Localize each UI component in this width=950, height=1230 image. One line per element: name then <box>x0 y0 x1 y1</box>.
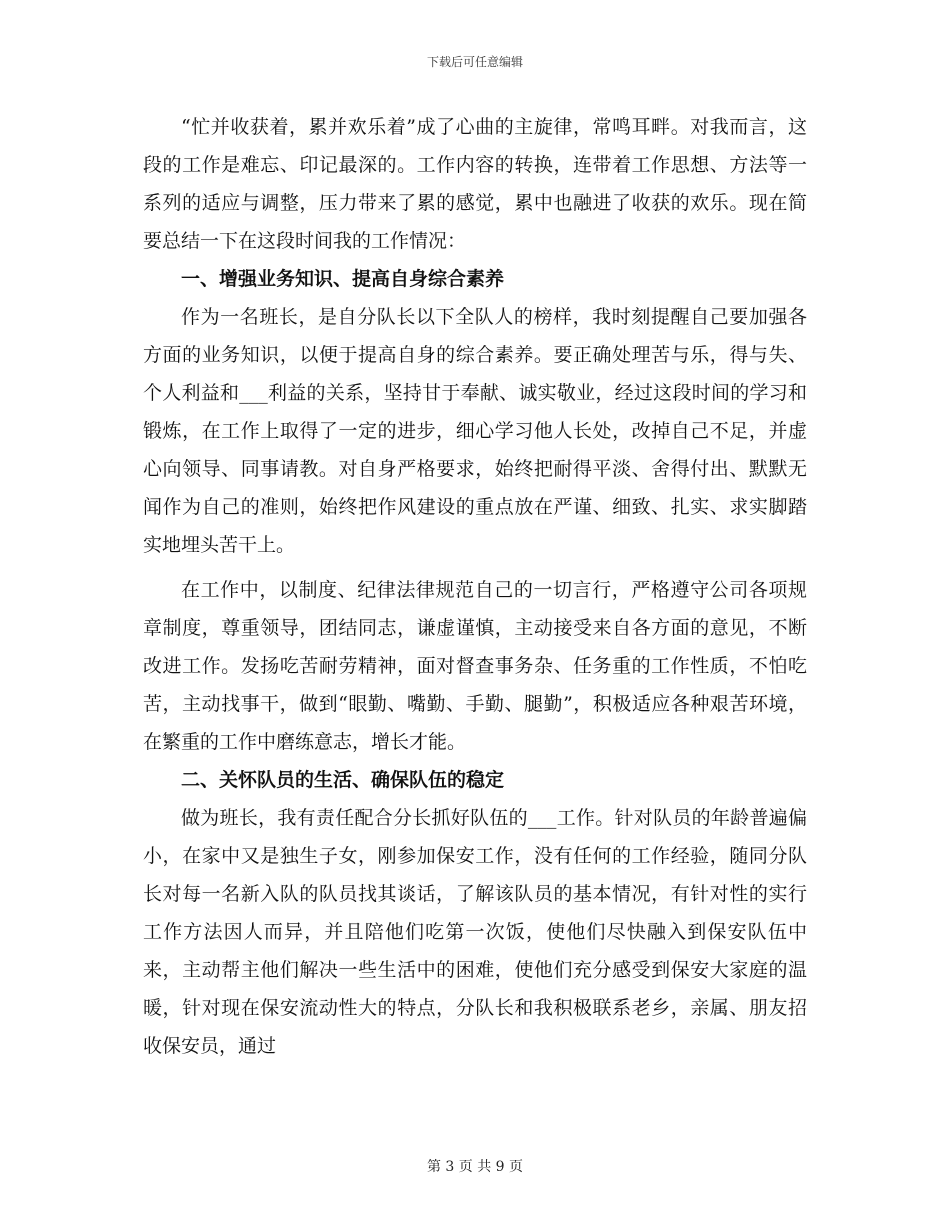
section1-paragraph-1: 作为一名班长，是自分队长以下全队人的榜样，我时刻提醒自己要加强各方面的业务知识，以便于提高自身的综合素养。要正确处理苦与乐，得与失、个人利益和___利益的关系，坚持甘于奉献、诚实敬业，经过这段时间的学习和锻炼，在工作上取得了一定的进步，细心学习他人长处，改掉自己不足，并虚心向领导、同事请教。对自身严格要求，始终把耐得平淡、舍得付出、默默无闻作为自己的准则，始终把作风建设的重点放在严谨、细致、扎实、求实脚踏实地埋头苦干上。 <box>143 306 807 556</box>
section1-paragraph-2: 在工作中，以制度、纪律法律规范自己的一切言行，严格遵守公司各项规章制度，尊重领导，团结同志，谦虚谨慎，主动接受来自各方面的意见，不断改进工作。发扬吃苦耐劳精神，面对督查事务杂、任务重的工作性质，不怕吃苦，主动找事干，做到“眼勤、嘴勤、手勤、腿勤”，积极适应各种艰苦环境，在繁重的工作中磨练意志，增长才能。 <box>143 579 807 753</box>
section-heading-1: 一、增强业务知识、提高自身综合素养 <box>181 268 505 290</box>
page-header <box>0 54 950 70</box>
section2-paragraph-1: 做为班长，我有责任配合分长抓好队伍的___工作。针对队员的年龄普遍偏小，在家中又是独生子女，刚参加保安工作，没有任何的工作经验，随同分队长对每一名新入队的队员找其谈话，了解该队员的基本情况，有针对性的实行工作方法因人而异，并且陪他们吃第一次饭，使他们尽快融入到保安队伍中来，主动帮主他们解决一些生活中的困难，使他们充分感受到保安大家庭的温暖，针对现在保安流动性大的特点，分队长和我积极联系老乡，亲属、朋友招收保安员，通过 <box>143 807 807 1057</box>
document-body <box>143 108 807 1065</box>
page-footer <box>0 1158 950 1176</box>
header-text: 下载后可任意编辑 <box>426 55 523 69</box>
intro-paragraph: “忙并收获着，累并欢乐着”成了心曲的主旋律，常鸣耳畔。对我而言，这段的工作是难忘、印记最深的。工作内容的转换，连带着工作思想、方法等一系列的适应与调整，压力带来了累的感觉，累中也融进了收获的欢乐。现在简要总结一下在这段时间我的工作情况： <box>143 116 807 252</box>
section-heading-2: 二、关怀队员的生活、确保队伍的稳定 <box>181 769 505 791</box>
page-number: 第 3 页 共 9 页 <box>426 1159 524 1175</box>
